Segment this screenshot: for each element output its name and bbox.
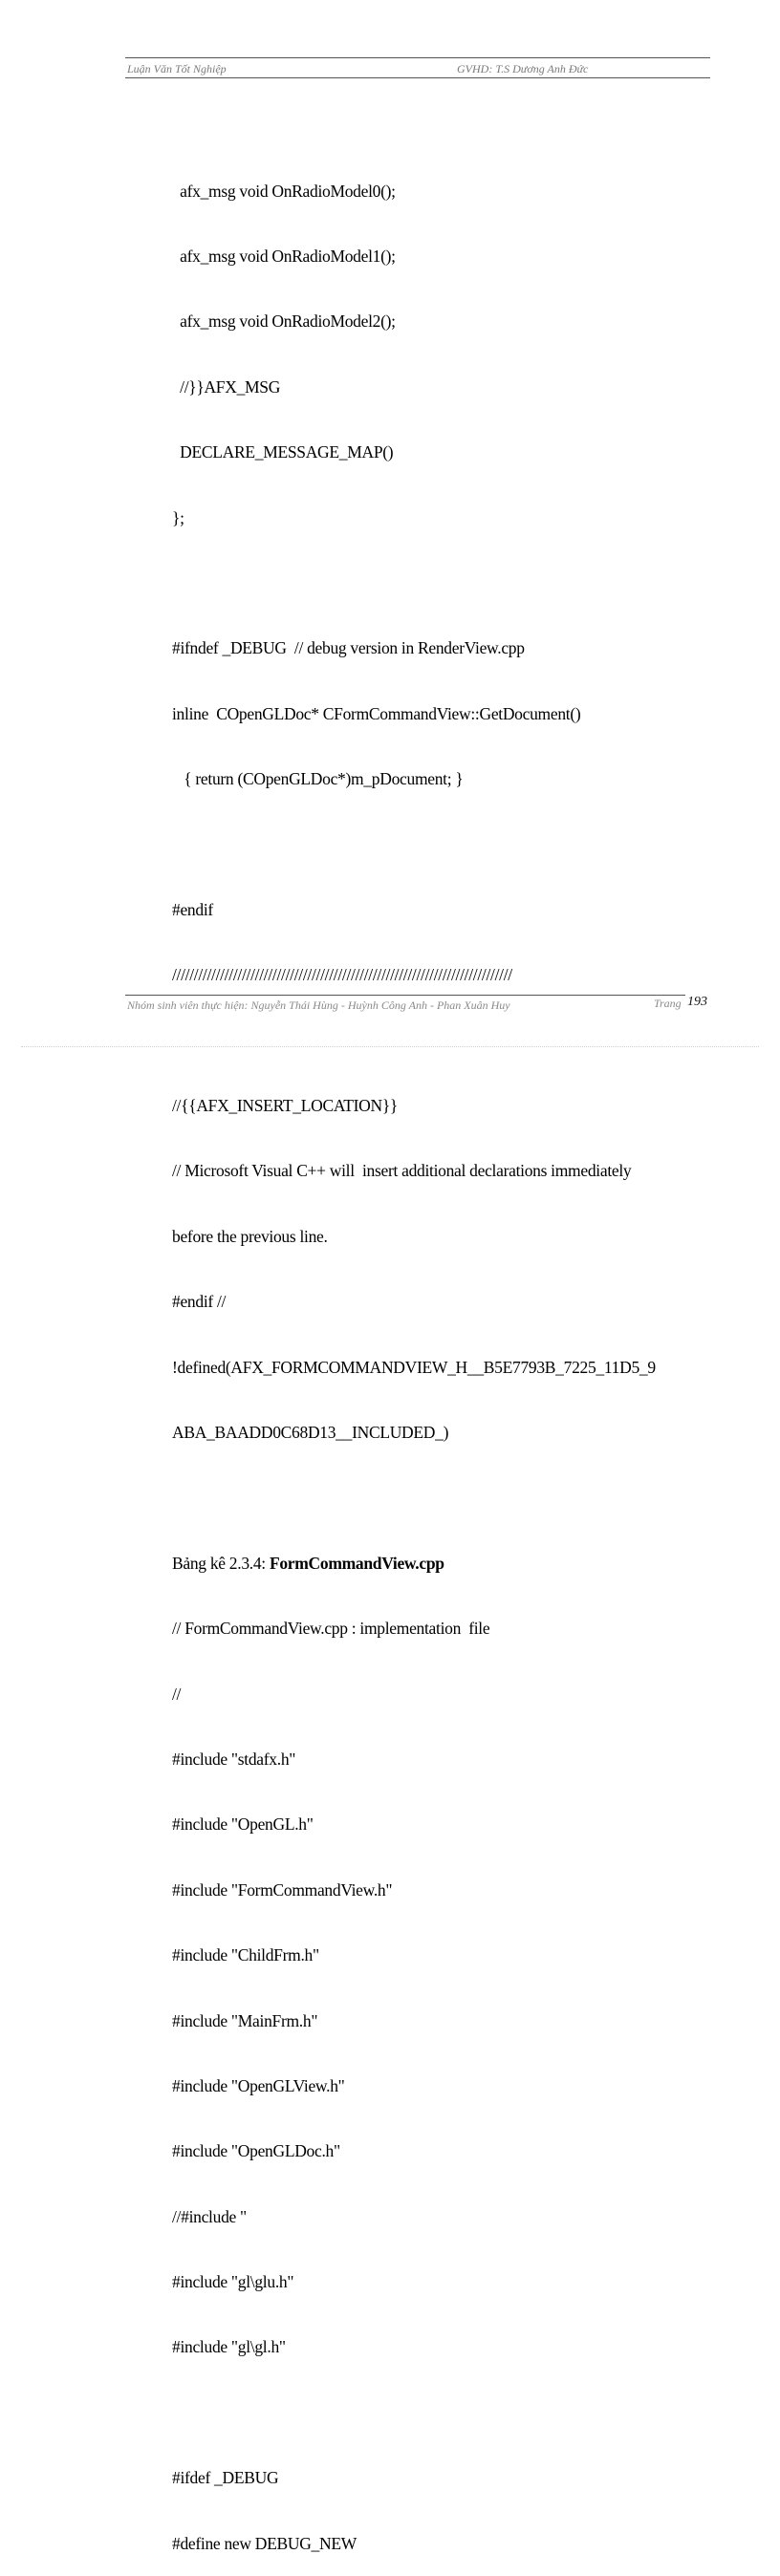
code-separator-line: ////////////////////////////////////////////////////////////////////////////// bbox=[172, 965, 512, 985]
code-line: #define new DEBUG_NEW bbox=[172, 2533, 357, 2553]
code-line: !defined(AFX_FORMCOMMANDVIEW_H__B5E7793B_7225_11D5_9 bbox=[172, 1357, 656, 1377]
code-line: //{{AFX_INSERT_LOCATION}} bbox=[172, 1096, 399, 1116]
code-line: afx_msg void OnRadioModel1(); bbox=[172, 246, 396, 266]
footer-page-label: Trang bbox=[654, 997, 682, 1010]
code-line: #include "stdafx.h" bbox=[172, 1749, 296, 1769]
code-line: #ifdef _DEBUG bbox=[172, 2468, 279, 2488]
header-top-rule bbox=[125, 57, 710, 58]
code-line: #ifndef _DEBUG // debug version in RenderView.cpp bbox=[172, 638, 525, 658]
blank-line bbox=[172, 2402, 707, 2424]
code-line: // Microsoft Visual C++ will insert additional declarations immediately bbox=[172, 1161, 632, 1181]
code-line: //#include " bbox=[172, 2206, 247, 2226]
code-line: #include "OpenGLView.h" bbox=[172, 2075, 345, 2095]
blank-line bbox=[172, 1487, 707, 1509]
code-listing bbox=[172, 137, 707, 2576]
code-line: #include "ChildFrm.h" bbox=[172, 1945, 319, 1965]
code-line: #include "gl\gl.h" bbox=[172, 2337, 286, 2357]
code-line: }; bbox=[172, 507, 184, 527]
listing-caption bbox=[172, 1553, 707, 1575]
code-line: before the previous line. bbox=[172, 1226, 328, 1246]
code-line: afx_msg void OnRadioModel2(); bbox=[172, 311, 396, 332]
code-line: //}}AFX_MSG bbox=[172, 376, 281, 397]
footer-rule bbox=[125, 995, 685, 996]
code-line: DECLARE_MESSAGE_MAP() bbox=[172, 442, 394, 462]
blank-line bbox=[172, 834, 707, 856]
code-line: inline COpenGLDoc* CFormCommandView::GetDocument() bbox=[172, 703, 581, 723]
caption-prefix: Bảng kê 2.3.4: bbox=[172, 1553, 270, 1573]
code-line: // FormCommandView.cpp : implementation file bbox=[172, 1619, 490, 1639]
code-line: afx_msg void OnRadioModel0(); bbox=[172, 181, 396, 201]
code-line: #endif bbox=[172, 899, 213, 919]
code-line: #include "OpenGL.h" bbox=[172, 1814, 314, 1835]
header-thesis-title: Luận Văn Tốt Nghiệp bbox=[127, 62, 227, 75]
code-line: // bbox=[172, 1684, 182, 1704]
code-line: #include "FormCommandView.h" bbox=[172, 1879, 393, 1900]
header-advisor: GVHD: T.S Dương Anh Đức bbox=[457, 62, 589, 75]
blank-line bbox=[172, 1030, 707, 1052]
footer-authors: Nhóm sinh viên thực hiện: Nguyễn Thái Hùng - Huỳnh Công Anh - Phan Xuân Huy bbox=[127, 998, 510, 1012]
header-bottom-rule bbox=[125, 77, 710, 78]
code-line: #include "OpenGLDoc.h" bbox=[172, 2141, 340, 2161]
code-line: ABA_BAADD0C68D13__INCLUDED_) bbox=[172, 1423, 449, 1443]
code-line: { return (COpenGLDoc*)m_pDocument; } bbox=[172, 769, 464, 789]
caption-title: FormCommandView.cpp bbox=[269, 1553, 444, 1573]
code-line: #include "gl\glu.h" bbox=[172, 2272, 294, 2292]
blank-line bbox=[172, 572, 707, 594]
page-bottom-divider bbox=[21, 1046, 759, 1047]
code-line: #endif // bbox=[172, 1292, 227, 1312]
code-line: #include "MainFrm.h" bbox=[172, 2010, 318, 2030]
page-number: 193 bbox=[687, 995, 707, 1009]
